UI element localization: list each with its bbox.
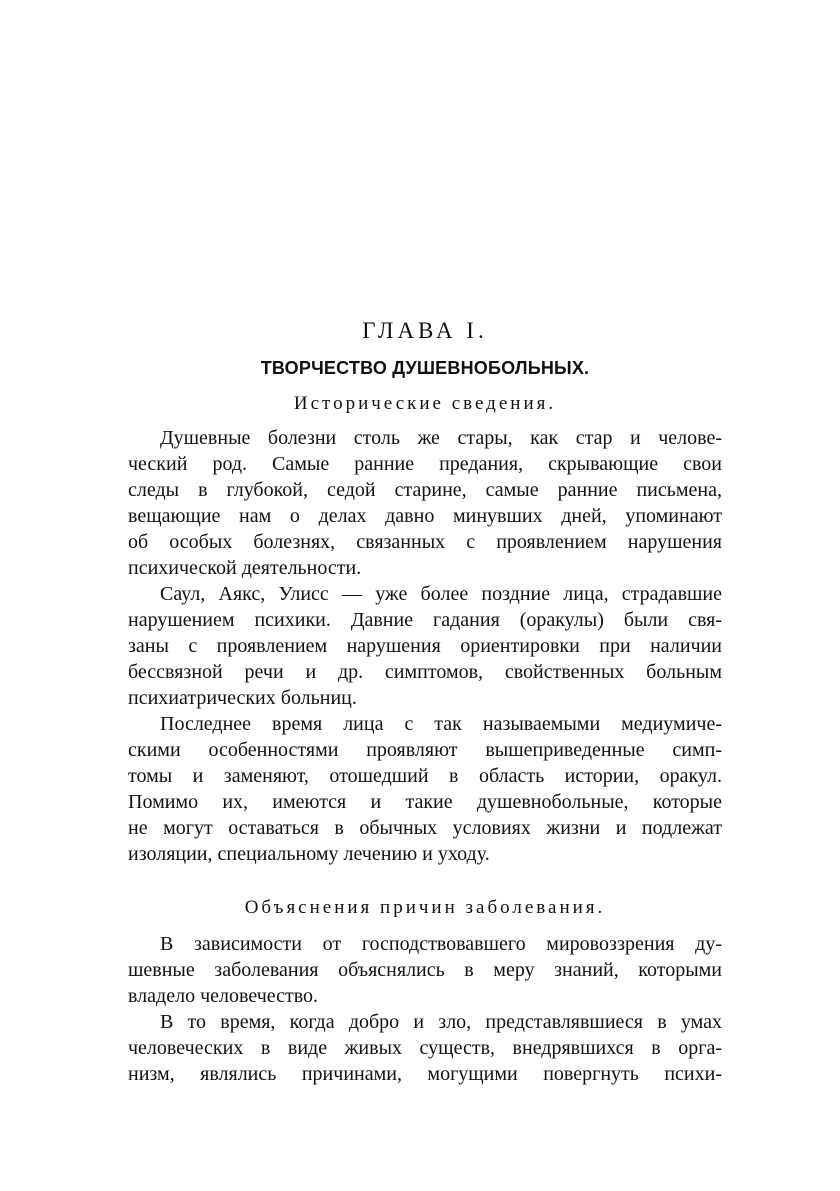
paragraph — [128, 1009, 722, 1087]
text-line: вещающие нам о делах давно минувших дней, упоминают — [128, 505, 722, 527]
text-line: ческий род. Самые ранние предания, скрывающие свои — [128, 453, 722, 475]
text-line: не могут оставаться в обычных условиях жизни и подлежат — [128, 817, 722, 839]
text-line: об особых болезнях, связанных с проявлением нарушения — [128, 531, 722, 553]
paragraph — [128, 931, 722, 1009]
text-line: нарушением психики. Давние гадания (оракулы) были свя- — [128, 609, 722, 631]
text-line: скими особенностями проявляют вышеприведенные симп- — [128, 739, 722, 761]
text-line: шевные заболевания объяснялись в меру знаний, которыми — [128, 959, 722, 981]
text-line: следы в глубокой, седой старине, самые ранние письмена, — [128, 479, 722, 501]
section-heading-causes: Объяснения причин заболевания. — [244, 897, 606, 918]
text-line: психиатрических больниц. — [128, 687, 357, 709]
text-line: заны с проявлением нарушения ориентировки при наличии — [128, 635, 722, 657]
text-line: изоляции, специальному лечению и уходу. — [128, 843, 490, 865]
text-line: Помимо их, имеются и такие душевнобольные, которые — [128, 791, 722, 813]
text-line: человеческих в виде живых существ, внедрявшихся в орга- — [128, 1037, 722, 1059]
chapter-title: ТВОРЧЕСТВО ДУШЕВНОБОЛЬНЫХ. — [260, 358, 590, 378]
text-line: В то время, когда добро и зло, представлявшиеся в умах — [160, 1011, 722, 1033]
text-line: психической деятельности. — [128, 557, 362, 579]
text-line: Последнее время лица с так называемыми медиумиче- — [160, 713, 722, 735]
book-page — [128, 318, 722, 1087]
chapter-heading: ГЛАВА I. — [362, 318, 488, 343]
text-line: Саул, Аякс, Улисс — уже более поздние лица, страдавшие — [160, 583, 722, 605]
text-line: Душевные болезни столь же стары, как стар и челове- — [160, 427, 722, 449]
paragraph — [128, 581, 722, 711]
text-line: бессвязной речи и др. симптомов, свойственных больным — [128, 661, 722, 683]
text-line: владело человечество. — [128, 985, 319, 1007]
text-line: низм, являлись причинами, могущими повергнуть психи- — [128, 1063, 722, 1085]
paragraph — [128, 425, 722, 581]
text-line: В зависимости от господствовавшего мировоззрения ду- — [160, 933, 722, 955]
text-line: томы и заменяют, отошедший в область истории, оракул. — [128, 765, 722, 787]
section-heading-historical: Исторические сведения. — [293, 393, 557, 414]
paragraph — [128, 711, 722, 867]
